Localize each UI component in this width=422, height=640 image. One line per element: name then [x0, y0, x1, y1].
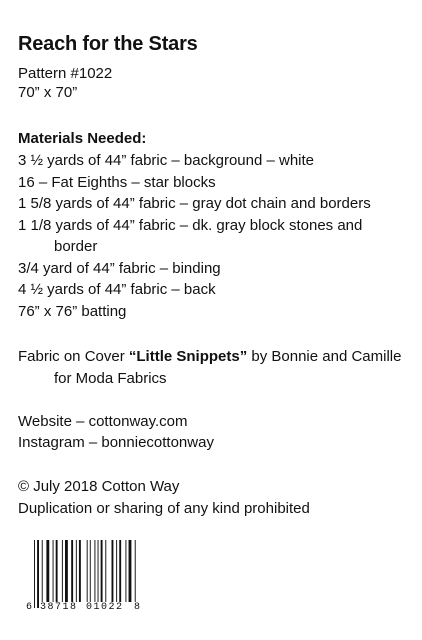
- barcode-bar: [79, 540, 81, 602]
- barcode-bar: [34, 540, 35, 608]
- cover-fabric-name: “Little Snippets”: [128, 348, 248, 365]
- materials-item: 4 ½ yards of 44” fabric – back: [18, 281, 216, 298]
- barcode-lead-digit: 6: [26, 602, 33, 613]
- barcode-bar: [116, 540, 117, 602]
- barcode-bar: [62, 540, 63, 602]
- barcode-check-digit: 8: [134, 602, 141, 613]
- materials-item: 1 5/8 yards of 44” fabric – gray dot chain and borders: [18, 195, 371, 212]
- barcode-bar: [98, 540, 99, 602]
- barcode-bar: [37, 540, 39, 608]
- barcode-bar: [94, 540, 95, 602]
- barcode-left-group: 38718: [40, 602, 78, 613]
- quilt-dimensions: 70” x 70”: [18, 84, 78, 101]
- barcode-bar: [87, 540, 88, 602]
- materials-item: 76” x 76” batting: [18, 302, 127, 320]
- materials-list: [18, 150, 422, 322]
- pattern-title: Reach for the Stars: [18, 33, 198, 55]
- pattern-number: Pattern #1022: [18, 65, 113, 82]
- barcode-bar: [65, 540, 68, 602]
- website-line: Website – cottonway.com: [18, 413, 188, 430]
- barcode-bar: [135, 540, 136, 602]
- materials-item-continuation: border: [54, 238, 98, 255]
- barcode-bar: [90, 540, 91, 602]
- barcode-bar: [76, 540, 77, 602]
- barcode-bar: [53, 540, 54, 602]
- materials-item: 3 ½ yards of 44” fabric – background – white: [18, 152, 315, 169]
- copyright-line: © July 2018 Cotton Way: [18, 478, 180, 495]
- barcode-bar: [42, 540, 43, 602]
- materials-item: 16 – Fat Eighths – star blocks: [18, 173, 216, 191]
- cover-fabric-line: [18, 346, 401, 368]
- barcode-bar: [119, 540, 121, 602]
- cover-suffix: by Bonnie and Camille: [247, 348, 402, 365]
- duplication-notice: Duplication or sharing of any kind prohibited: [18, 500, 310, 517]
- instagram-line: Instagram – bonniecottonway: [18, 434, 214, 451]
- materials-item: 1 1/8 yards of 44” fabric – dk. gray block stones and: [18, 216, 363, 234]
- barcode-bar: [56, 540, 58, 602]
- barcode-bar: [129, 540, 132, 602]
- upc-barcode: [26, 540, 142, 616]
- barcode-bar: [125, 540, 126, 602]
- cover-fabric-continuation: for Moda Fabrics: [54, 370, 167, 387]
- cover-prefix: Fabric on Cover: [18, 348, 129, 365]
- materials-item: 3/4 yard of 44” fabric – binding: [18, 259, 221, 277]
- barcode-bar: [105, 540, 106, 608]
- barcode-bar: [101, 540, 103, 608]
- barcode-bar: [71, 540, 73, 602]
- barcode-right-group: 01022: [86, 602, 124, 613]
- materials-heading: Materials Needed:: [18, 130, 147, 147]
- barcode-bar: [46, 540, 49, 602]
- barcode-bar: [112, 540, 114, 602]
